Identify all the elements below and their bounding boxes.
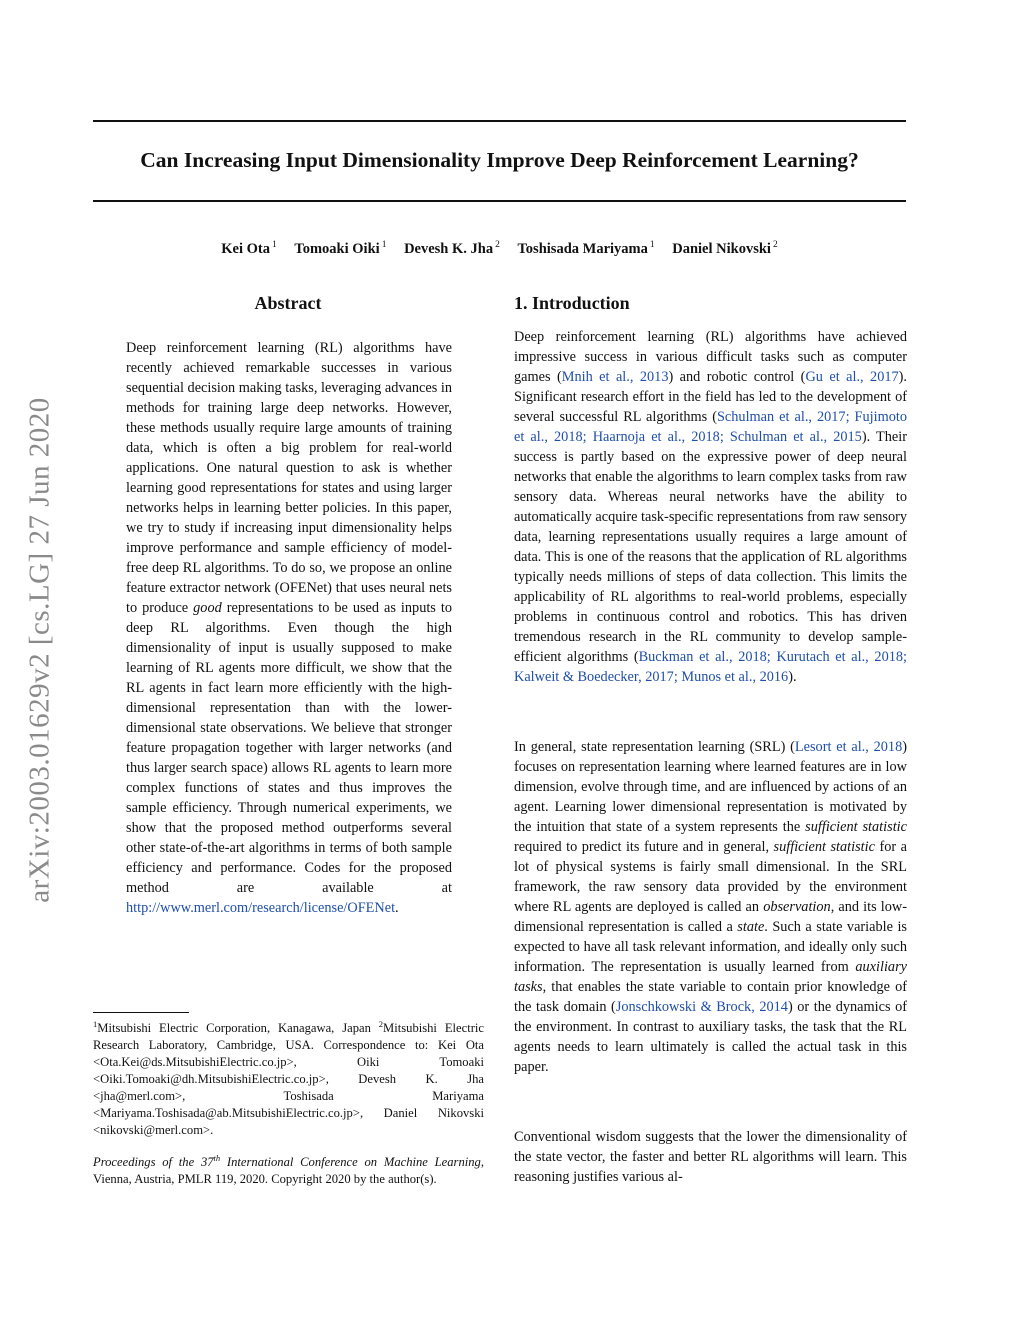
- author-kei-ota: Kei Ota $^1$: [221, 240, 277, 257]
- citation-link[interactable]: Buckman et al., 2018; Kurutach et al., 2018; Kalweit & Boedecker, 2017; Munos et al., 2016: [514, 649, 907, 685]
- introduction-heading: 1. Introduction: [514, 293, 630, 313]
- author-daniel-nikovski: Daniel Nikovski $^2$: [672, 240, 778, 257]
- author-tomoaki-oiki: Tomoaki Oiki $^1$: [294, 240, 387, 257]
- citation-link[interactable]: Schulman et al., 2017; Fujimoto et al., 2018; Haarnoja et al., 2018; Schulman et al., 2015: [514, 409, 907, 445]
- abstract-heading: Abstract: [254, 293, 322, 313]
- citation-link[interactable]: Gu et al., 2017: [805, 369, 899, 385]
- footnote-rule: [93, 1012, 189, 1013]
- code-url-link[interactable]: http://www.merl.com/research/license/OFENet: [126, 900, 396, 916]
- paper-title: Can Increasing Input Dimensionality Improve Deep Reinforcement Learning?: [140, 148, 859, 172]
- intro-paragraph-3: Conventional wisdom suggests that the lower the dimensionality of the state vector, the faster and better RL algorithms will learn. This reasoning justifies various al-: [514, 1129, 907, 1185]
- citation-link[interactable]: Mnih et al., 2013: [561, 369, 669, 385]
- abstract-text: Deep reinforcement learning (RL) algorithms have recently achieved remarkable successes in various sequential decision making tasks, leveraging advances in methods for training large deep networks. However, these methods usually require large amounts of training data, which is often a big problem for real-world applications. One natural question to ask is whether learning good representations for states and using larger networks helps in learning better policies. In this paper, we try to study if increasing input dimensionality helps improve performance and sample efficiency of model-free deep RL algorithms. To do so, we propose an online feature extractor network (OFENet) that uses neural nets to produce good representations to be used as inputs to deep RL algorithms. Even though the high dimensionality of input is usually supposed to make learning of RL agents more difficult, we show that the RL agents in fact learn more efficiently with the high-dimensional representation than with the lower-dimensional state observations. We believe that stronger feature propagation together with larger networks (and thus larger search space) allows RL agents to learn more complex functions of states and thus improves the sample efficiency. Through numerical experiments, we show that the proposed method outperforms several other state-of-the-art algorithms in terms of both sample efficiency and performance. Codes for the proposed method are available at http://www.merl.com/research/license/OFENet.: [126, 340, 452, 916]
- author-toshisada-mariyama: Toshisada Mariyama $^1$: [517, 240, 655, 257]
- proceedings-note: Proceedings of the 37th International Conference on Machine Learning, Vienna, Austria, PMLR 119, 2020. Copyright 2020 by the author(s).: [93, 1153, 484, 1187]
- affiliation-footnote: $^1$Mitsubishi Electric Corporation, Kanagawa, Japan $^2$Mitsubishi Electric Research Laboratory, Cambridge, USA. Correspondence to: Kei Ota <Ota.Kei@ds.MitsubishiElectric.co.jp>, Oiki Tomoaki <Oiki.Tomoaki@dh.MitsubishiElectric.co.jp>, Devesh K. Jha <jha@merl.com>, Toshisada Mariyama <Mariyama.Toshisada@ab.MitsubishiElectric.co.jp>, Daniel Nikovski <nikovski@merl.com>.: [93, 1019, 484, 1138]
- citation-link[interactable]: Jonschkowski & Brock, 2014: [615, 999, 788, 1015]
- intro-paragraph-1: Deep reinforcement learning (RL) algorithms have achieved impressive success in various difficult tasks such as computer games (Mnih et al., 2013) and robotic control (Gu et al., 2017). Significant research effort in the field has led to the development of several successful RL algorithms (Schulman et al., 2017; Fujimoto et al., 2018; Haarnoja et al., 2018; Schulman et al., 2015). Their success is partly based on the expressive power of deep neural networks that enable the algorithms to learn complex tasks from raw sensory data. Whereas neural networks have the ability to automatically acquire task-specific representations from raw sensory data, learning representations usually requires a large amount of data. This is one of the reasons that the application of RL algorithms typically needs millions of steps of data collection. This limits the applicability of RL algorithms to real-world problems, especially problems in continuous control and robotics. This has driven tremendous research in the RL community to develop sample-efficient algorithms (Buckman et al., 2018; Kurutach et al., 2018; Kalweit & Boedecker, 2017; Munos et al., 2016).: [514, 329, 908, 685]
- citation-link[interactable]: Lesort et al., 2018: [794, 739, 903, 755]
- arxiv-identifier: arXiv:2003.01629v2 [cs.LG] 27 Jun 2020: [23, 397, 56, 903]
- title-top-rule: [93, 120, 906, 122]
- title-bottom-rule: [93, 200, 906, 202]
- intro-paragraph-2: In general, state representation learning (SRL) (Lesort et al., 2018) focuses on representation learning where learned features are in low dimension, evolve through time, and are influenced by actions of an agent. Learning lower dimensional representation is motivated by the intuition that state of a system represents the sufficient statistic required to predict its future and in general, sufficient statistic for a lot of physical systems is fairly small dimensional. In the SRL framework, the raw sensory data provided by the environment where RL agents are deployed is called an observation, and its low-dimensional representation is called a state. Such a state variable is expected to have all task relevant information, and ideally only such information. The representation is usually learned from auxiliary tasks, that enables the state variable to contain prior knowledge of the task domain (Jonschkowski & Brock, 2014) or the dynamics of the environment. In contrast to auxiliary tasks, the task that the RL agents needs to learn ultimately is called the actual task in this paper.: [514, 739, 907, 1075]
- author-devesh-jha: Devesh K. Jha $^2$: [404, 240, 500, 257]
- author-list: [93, 235, 906, 259]
